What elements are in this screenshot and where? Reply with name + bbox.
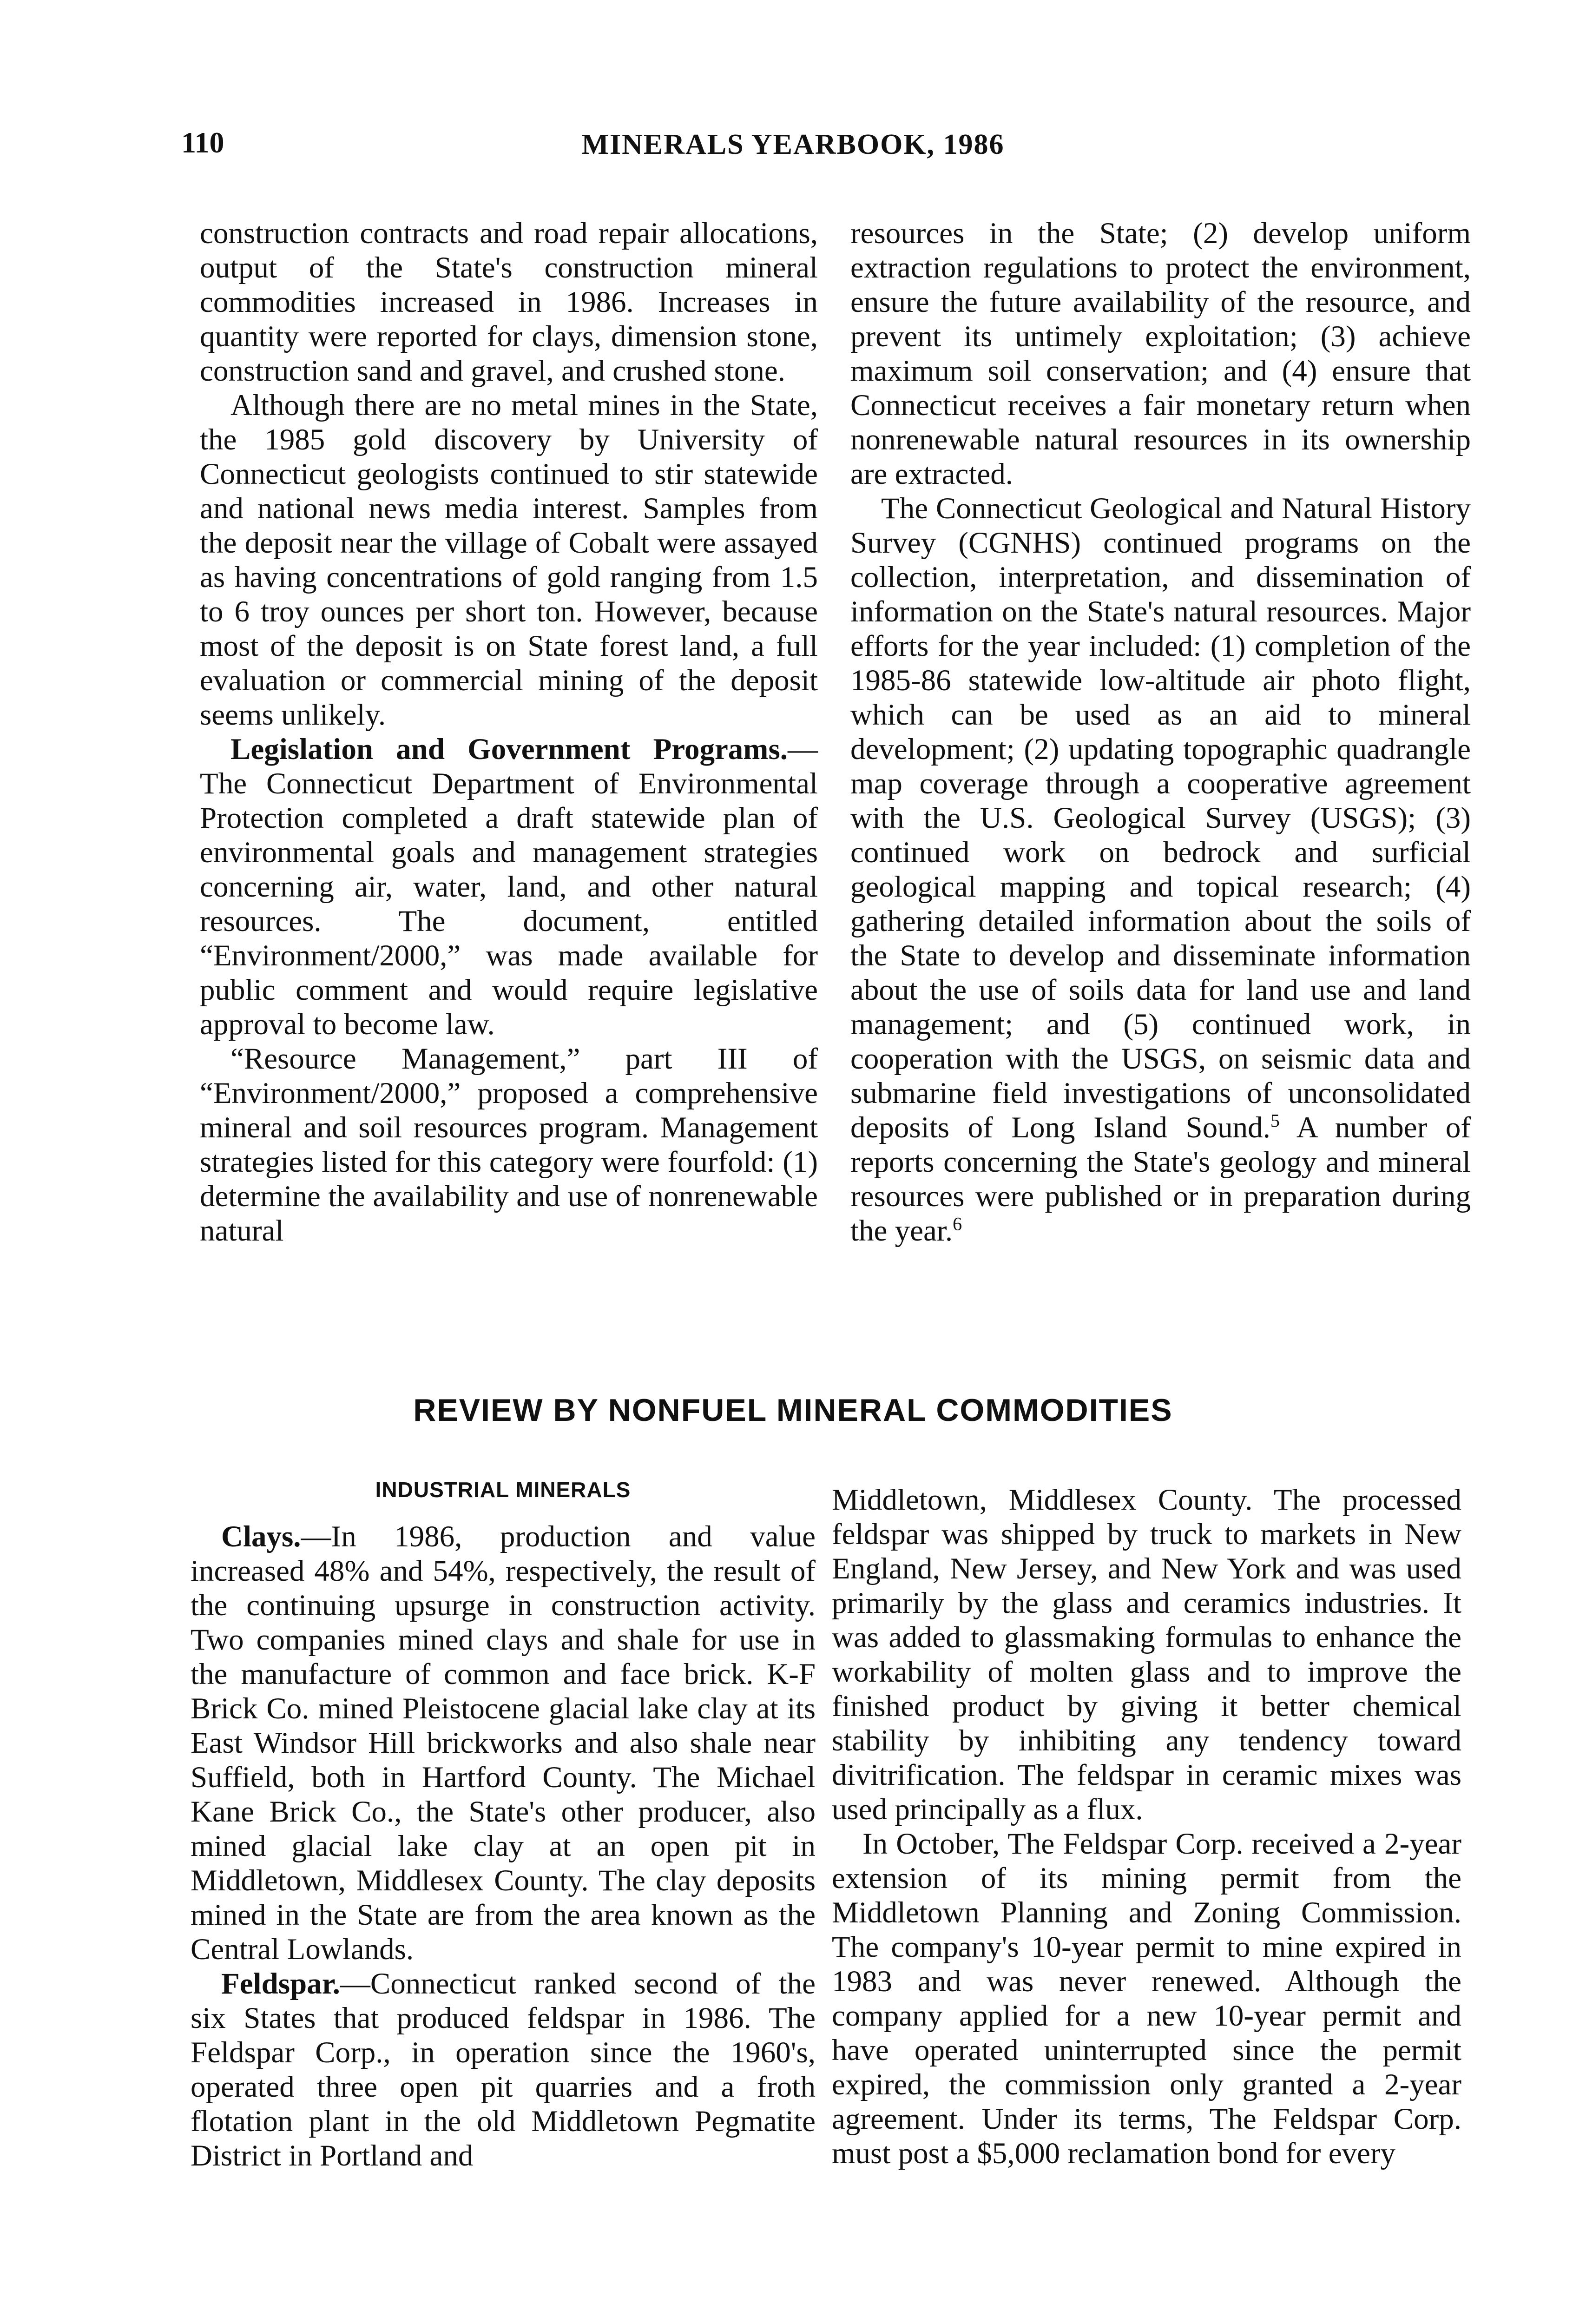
paragraph-text: The Connecticut Geological and Natural History Survey (CGNHS) continued programs on the collection, interpretation, and dissemination of information on the State's natural resources. Major efforts for the year included: (1) completion of the 1985-86 statewide low-altitude air photo flight, which can be used as an aid to mineral development; (2) updating topographic quadrangle map coverage through a cooperative agreement with the U.S. Geological Survey (USGS); (3) continued work on bedrock and surficial geological mapping and topical research; (4) gathering detailed information about the soils of the State to develop and disseminate information about the use of soils data for land use and land management; and (5) continued work, in cooperation with the USGS, on seismic data and submarine field investigations of unconsolidated deposits of Long Island Sound. bbox=[850, 492, 1471, 1144]
paragraph: In October, The Feldspar Corp. received a 2-year extension of its mining permit from the Middletown Planning and Zoning Commission. The company's 10-year permit to mine expired in 1983 and was never renewed. Although the company applied for a new 10-year permit and have operated uninterrupted since the permit expired, the commission only granted a 2-year agreement. Under its terms, The Feldspar Corp. must post a $5,000 reclamation bond for every bbox=[832, 1827, 1461, 2170]
paragraph: Although there are no metal mines in the State, the 1985 gold discovery by University of Connecticut geologists continued to stir statewide and national news media interest. Samples from the deposit near the village of Cobalt were assayed as having concentrations of gold ranging from 1.5 to 6 troy ounces per short ton. However, because most of the deposit is on State forest land, a full evaluation or commercial mining of the deposit seems unlikely. bbox=[200, 389, 818, 732]
footnote-ref: 5 bbox=[1270, 1110, 1280, 1131]
running-head: MINERALS YEARBOOK, 1986 bbox=[581, 129, 1005, 160]
top-left-column bbox=[200, 216, 818, 1343]
top-right-column bbox=[850, 216, 1471, 1343]
paragraph: resources in the State; (2) develop uniform extraction regulations to protect the environment, ensure the future availability of the resource, and prevent its untimely exploitation; (3) achieve maximum soil conservation; and (4) ensure that Connecticut receives a fair monetary return when nonrenewable natural resources in its ownership are extracted. bbox=[850, 217, 1471, 491]
footnote-ref: 6 bbox=[953, 1213, 962, 1235]
run-in-heading: Legislation and Government Programs. bbox=[230, 733, 788, 766]
subsection-title: INDUSTRIAL MINERALS bbox=[375, 1478, 631, 1502]
paragraph: “Resource Management,” part III of “Environment/2000,” proposed a comprehensive mineral and soil resources program. Management strategies listed for this category were fourfold: (1) determine the availability and use of nonrenewable natural bbox=[200, 1042, 818, 1248]
paragraph bbox=[200, 732, 818, 1042]
paragraph-text: A number of reports concerning the State's geology and mineral resources were published or in preparation during the year. bbox=[850, 1111, 1471, 1248]
page-number: 110 bbox=[181, 126, 224, 159]
paragraph-text: —The Connecticut Department of Environmental Protection completed a draft statewide plan of environmental goals and management strategies concerning air, water, land, and other natural resources. The document, entitled “Environment/2000,” was made available for public comment and would require legislative approval to become law. bbox=[200, 733, 818, 1041]
run-in-heading: Clays. bbox=[221, 1520, 301, 1553]
run-in-heading: Feldspar. bbox=[221, 1967, 340, 2000]
paragraph bbox=[191, 1519, 816, 1967]
paragraph-text: —In 1986, production and value increased 48% and 54%, respectively, the result of the continuing upsurge in construction activity. Two companies mined clays and shale for use in the manufacture of common and face brick. K-F Brick Co. mined Pleistocene glacial lake clay at its East Windsor Hill brickworks and also shale near Suffield, both in Hartford County. The Michael Kane Brick Co., the State's other producer, also mined glacial lake clay at an open pit in Middletown, Middlesex County. The clay deposits mined in the State are from the area known as the Central Lowlands. bbox=[191, 1520, 816, 1966]
page-header bbox=[0, 125, 1586, 177]
section-title: REVIEW BY NONFUEL MINERAL COMMODITIES bbox=[413, 1393, 1173, 1428]
paragraph bbox=[191, 1967, 816, 2173]
paragraph-text: —Connecticut ranked second of the six States that produced feldspar in 1986. The Feldspar Corp., in operation since the 1960's, operated three open pit quarries and a froth flotation plant in the old Middletown Pegmatite District in Portland and bbox=[191, 1967, 816, 2172]
bottom-right-column bbox=[832, 1483, 1461, 2305]
paragraph bbox=[850, 491, 1471, 1248]
paragraph: construction contracts and road repair allocations, output of the State's construction mineral commodities increased in 1986. Increases in quantity were reported for clays, dimension stone, construction sand and gravel, and crushed stone. bbox=[200, 217, 818, 388]
bottom-left-column bbox=[191, 1476, 816, 2275]
paragraph: Middletown, Middlesex County. The processed feldspar was shipped by truck to markets in New England, New Jersey, and New York and was used primarily by the glass and ceramics industries. It was added to glassmaking formulas to enhance the workability of molten glass and to improve the finished product by giving it better chemical stability by inhibiting any tendency toward divitrification. The feldspar in ceramic mixes was used principally as a flux. bbox=[832, 1483, 1461, 1826]
